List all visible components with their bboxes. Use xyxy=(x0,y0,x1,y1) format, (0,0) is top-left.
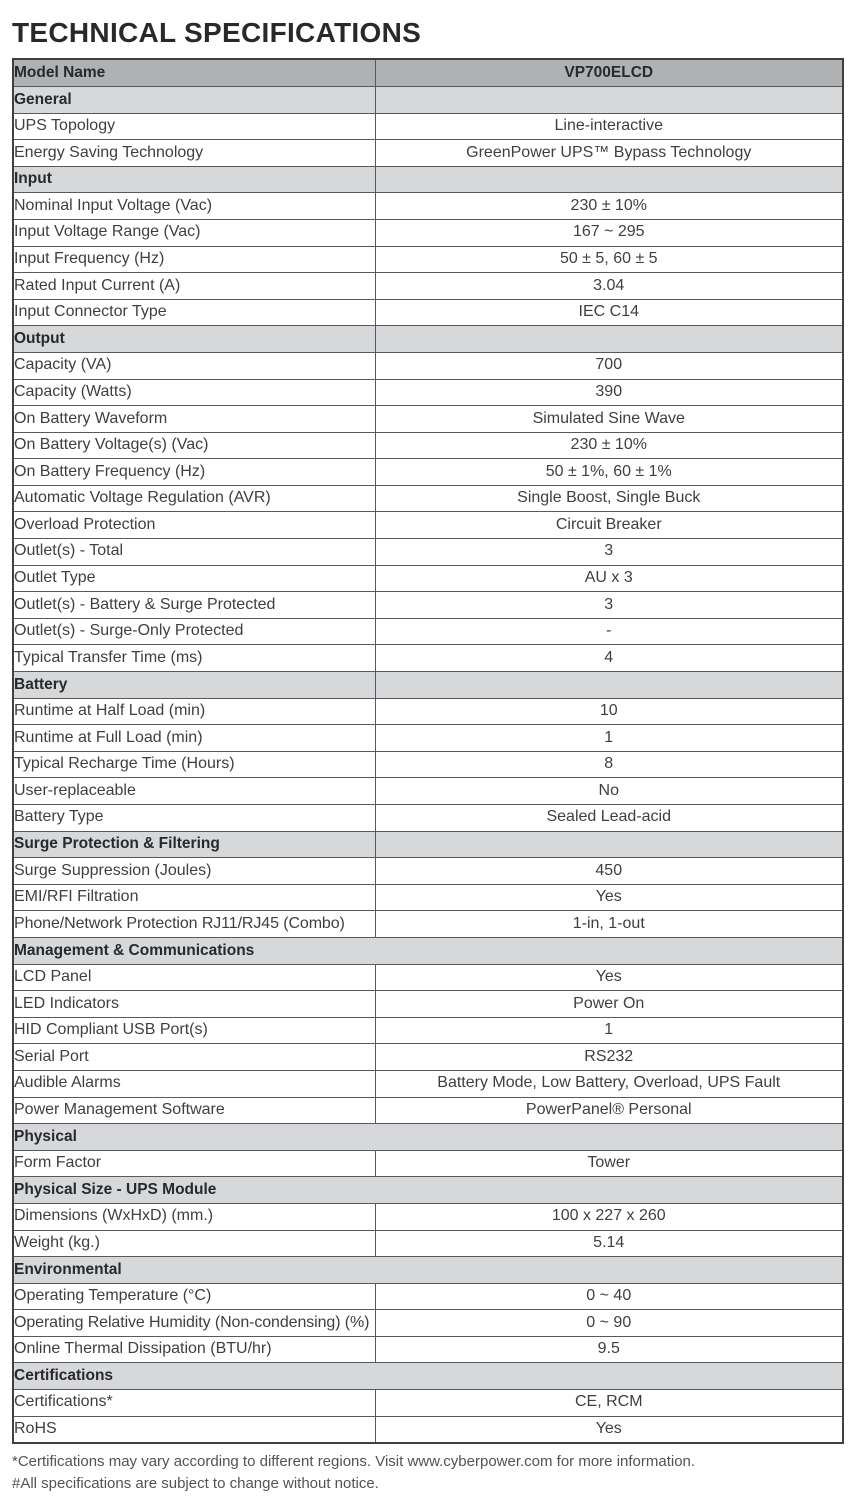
spec-value: Yes xyxy=(375,1416,843,1443)
section-title-cell: Surge Protection & Filtering xyxy=(13,831,375,858)
spec-row xyxy=(13,193,843,220)
spec-label: Typical Recharge Time (Hours) xyxy=(13,751,375,778)
section-title-cell: Physical xyxy=(13,1124,843,1151)
spec-row xyxy=(13,1044,843,1071)
spec-row xyxy=(13,539,843,566)
spec-row xyxy=(13,1283,843,1310)
section-empty-cell xyxy=(375,86,843,113)
spec-label: Audible Alarms xyxy=(13,1070,375,1097)
spec-label: Serial Port xyxy=(13,1044,375,1071)
spec-value: Simulated Sine Wave xyxy=(375,406,843,433)
section-title-cell: Certifications xyxy=(13,1363,843,1390)
spec-value: 50 ± 5, 60 ± 5 xyxy=(375,246,843,273)
spec-label: Outlet(s) - Total xyxy=(13,539,375,566)
spec-label: Power Management Software xyxy=(13,1097,375,1124)
spec-row xyxy=(13,1017,843,1044)
spec-row xyxy=(13,618,843,645)
spec-value: 4 xyxy=(375,645,843,672)
spec-value: 3.04 xyxy=(375,273,843,300)
spec-row xyxy=(13,219,843,246)
section-header-row xyxy=(13,937,843,964)
spec-row xyxy=(13,884,843,911)
spec-label: Outlet(s) - Surge-Only Protected xyxy=(13,618,375,645)
spec-label: RoHS xyxy=(13,1416,375,1443)
spec-value: Power On xyxy=(375,991,843,1018)
spec-row xyxy=(13,485,843,512)
spec-value: 3 xyxy=(375,592,843,619)
spec-value: Yes xyxy=(375,884,843,911)
spec-row xyxy=(13,751,843,778)
spec-row xyxy=(13,911,843,938)
spec-row xyxy=(13,273,843,300)
spec-row xyxy=(13,246,843,273)
section-header-row xyxy=(13,1177,843,1204)
spec-label: On Battery Voltage(s) (Vac) xyxy=(13,432,375,459)
section-title-cell: General xyxy=(13,86,375,113)
spec-row xyxy=(13,964,843,991)
spec-label: Surge Suppression (Joules) xyxy=(13,858,375,885)
spec-label: Capacity (Watts) xyxy=(13,379,375,406)
model-value-cell: VP700ELCD xyxy=(375,59,843,86)
spec-value: Single Boost, Single Buck xyxy=(375,485,843,512)
spec-label: EMI/RFI Filtration xyxy=(13,884,375,911)
spec-label: Typical Transfer Time (ms) xyxy=(13,645,375,672)
spec-row xyxy=(13,778,843,805)
spec-row xyxy=(13,406,843,433)
spec-label: Online Thermal Dissipation (BTU/hr) xyxy=(13,1336,375,1363)
spec-value: 1 xyxy=(375,725,843,752)
spec-label: On Battery Frequency (Hz) xyxy=(13,459,375,486)
spec-label: Form Factor xyxy=(13,1150,375,1177)
spec-value: 100 x 227 x 260 xyxy=(375,1203,843,1230)
spec-value: 0 ~ 90 xyxy=(375,1310,843,1337)
spec-label: User-replaceable xyxy=(13,778,375,805)
spec-label: LED Indicators xyxy=(13,991,375,1018)
spec-label: Input Voltage Range (Vac) xyxy=(13,219,375,246)
section-header-row xyxy=(13,326,843,353)
spec-value: IEC C14 xyxy=(375,299,843,326)
spec-label: Operating Relative Humidity (Non-condensing) (%) xyxy=(13,1310,375,1337)
spec-value: Circuit Breaker xyxy=(375,512,843,539)
section-header-row xyxy=(13,831,843,858)
model-header-row xyxy=(13,59,843,86)
spec-label: Runtime at Half Load (min) xyxy=(13,698,375,725)
spec-label: Automatic Voltage Regulation (AVR) xyxy=(13,485,375,512)
section-header-row xyxy=(13,1363,843,1390)
spec-row xyxy=(13,1310,843,1337)
spec-value: AU x 3 xyxy=(375,565,843,592)
section-title-cell: Battery xyxy=(13,672,375,699)
section-empty-cell xyxy=(375,166,843,193)
spec-row xyxy=(13,1150,843,1177)
spec-row xyxy=(13,113,843,140)
section-title-cell: Input xyxy=(13,166,375,193)
spec-row xyxy=(13,1390,843,1417)
section-header-row xyxy=(13,86,843,113)
spec-value: CE, RCM xyxy=(375,1390,843,1417)
section-header-row xyxy=(13,1257,843,1284)
spec-table-body xyxy=(13,59,843,1443)
spec-value: 230 ± 10% xyxy=(375,193,843,220)
spec-value: GreenPower UPS™ Bypass Technology xyxy=(375,140,843,167)
spec-label: LCD Panel xyxy=(13,964,375,991)
section-title-cell: Management & Communications xyxy=(13,937,843,964)
spec-row xyxy=(13,991,843,1018)
section-header-row xyxy=(13,672,843,699)
section-title-cell: Physical Size - UPS Module xyxy=(13,1177,843,1204)
spec-value: 230 ± 10% xyxy=(375,432,843,459)
footnote-specifications: #All specifications are subject to change without notice. xyxy=(12,1474,379,1492)
footnotes xyxy=(12,1453,842,1493)
section-empty-cell xyxy=(375,831,843,858)
spec-row xyxy=(13,432,843,459)
spec-value: No xyxy=(375,778,843,805)
spec-value: Sealed Lead-acid xyxy=(375,805,843,832)
section-title-cell: Output xyxy=(13,326,375,353)
section-empty-cell xyxy=(375,326,843,353)
spec-value: 450 xyxy=(375,858,843,885)
spec-value: Battery Mode, Low Battery, Overload, UPS Fault xyxy=(375,1070,843,1097)
spec-value: 700 xyxy=(375,352,843,379)
section-title-cell: Environmental xyxy=(13,1257,843,1284)
spec-value: 167 ~ 295 xyxy=(375,219,843,246)
spec-row xyxy=(13,858,843,885)
spec-value: 50 ± 1%, 60 ± 1% xyxy=(375,459,843,486)
spec-row xyxy=(13,1070,843,1097)
section-header-row xyxy=(13,166,843,193)
spec-row xyxy=(13,352,843,379)
spec-row xyxy=(13,1416,843,1443)
spec-row xyxy=(13,725,843,752)
spec-label: Dimensions (WxHxD) (mm.) xyxy=(13,1203,375,1230)
spec-label: Input Connector Type xyxy=(13,299,375,326)
model-name-cell: Model Name xyxy=(13,59,375,86)
spec-row xyxy=(13,1203,843,1230)
spec-row xyxy=(13,805,843,832)
spec-value: 1-in, 1-out xyxy=(375,911,843,938)
spec-row xyxy=(13,379,843,406)
spec-value: 10 xyxy=(375,698,843,725)
spec-label: Rated Input Current (A) xyxy=(13,273,375,300)
spec-value: 0 ~ 40 xyxy=(375,1283,843,1310)
spec-value: 5.14 xyxy=(375,1230,843,1257)
spec-label: Phone/Network Protection RJ11/RJ45 (Combo) xyxy=(13,911,375,938)
spec-label: Input Frequency (Hz) xyxy=(13,246,375,273)
spec-label: HID Compliant USB Port(s) xyxy=(13,1017,375,1044)
spec-row xyxy=(13,1230,843,1257)
spec-label: Capacity (VA) xyxy=(13,352,375,379)
spec-label: Runtime at Full Load (min) xyxy=(13,725,375,752)
spec-row xyxy=(13,645,843,672)
spec-label: Outlet(s) - Battery & Surge Protected xyxy=(13,592,375,619)
spec-row xyxy=(13,565,843,592)
spec-row xyxy=(13,698,843,725)
spec-value: 3 xyxy=(375,539,843,566)
spec-value: 390 xyxy=(375,379,843,406)
spec-label: Operating Temperature (°C) xyxy=(13,1283,375,1310)
spec-value: 8 xyxy=(375,751,843,778)
spec-row xyxy=(13,1097,843,1124)
spec-value: 9.5 xyxy=(375,1336,843,1363)
spec-row xyxy=(13,1336,843,1363)
footnote-certifications: *Certifications may vary according to different regions. Visit www.cyberpower.com for more information. xyxy=(12,1453,696,1471)
spec-label: Energy Saving Technology xyxy=(13,140,375,167)
spec-row xyxy=(13,459,843,486)
spec-row xyxy=(13,299,843,326)
spec-label: Nominal Input Voltage (Vac) xyxy=(13,193,375,220)
spec-label: On Battery Waveform xyxy=(13,406,375,433)
spec-table xyxy=(12,58,844,1444)
spec-label: UPS Topology xyxy=(13,113,375,140)
spec-label: Battery Type xyxy=(13,805,375,832)
spec-label: Overload Protection xyxy=(13,512,375,539)
spec-value: PowerPanel® Personal xyxy=(375,1097,843,1124)
section-header-row xyxy=(13,1124,843,1151)
spec-value: 1 xyxy=(375,1017,843,1044)
spec-label: Certifications* xyxy=(13,1390,375,1417)
spec-row xyxy=(13,140,843,167)
spec-value: Line-interactive xyxy=(375,113,843,140)
spec-value: RS232 xyxy=(375,1044,843,1071)
spec-value: Tower xyxy=(375,1150,843,1177)
spec-row xyxy=(13,592,843,619)
page-title: TECHNICAL SPECIFICATIONS xyxy=(12,17,422,48)
section-empty-cell xyxy=(375,672,843,699)
spec-value: Yes xyxy=(375,964,843,991)
spec-label: Outlet Type xyxy=(13,565,375,592)
spec-value: - xyxy=(375,618,843,645)
spec-row xyxy=(13,512,843,539)
spec-label: Weight (kg.) xyxy=(13,1230,375,1257)
